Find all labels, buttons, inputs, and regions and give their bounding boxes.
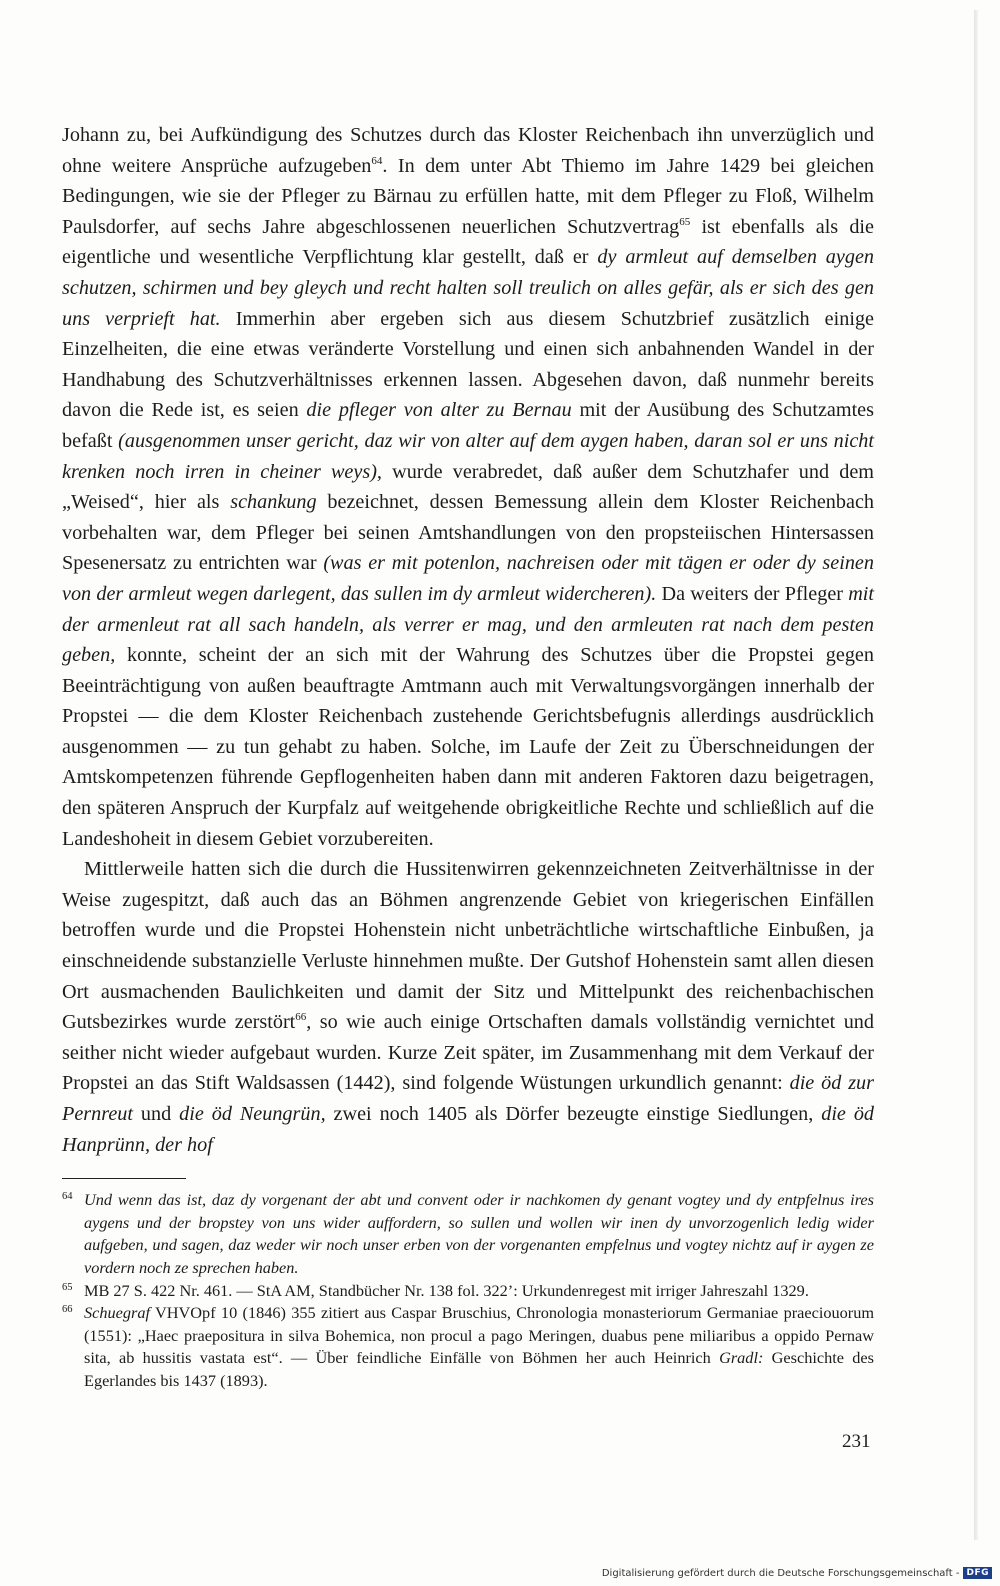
text-run: Mittlerweile hatten sich die durch die Hussitenwirren gekennzeichneten Zeitverhältnisse in der Weise zugespitzt, daß auch das an Böhmen angrenzende Gebiet von kriegerischen Einfällen betroffen wurde und die Propstei Hohenstein nicht unbeträchtliche wirtschaftliche Einbußen, ja einschneidende substanzielle Verluste hinnehmen mußte. Der Gutshof Hohenstein samt allen diesen Ort ausmachenden Baulichkeiten und damit der Sitz und Mittelpunkt des reichenbachischen Gutsbezirkes wurde zerstört (62, 858, 874, 1034)
footnote-number: 64 (62, 1191, 73, 1203)
dfg-credit (602, 1564, 992, 1582)
italic-run: (was er mit potenlon, nachreisen oder mit tägen er oder dy seinen von der armleut wegen darlegent, das sullen im dy armleut widercheren). (62, 552, 874, 605)
text-run: Geschichte des Egerlandes bis 1437 (1893). (84, 1348, 874, 1390)
text-run: , so wie auch einige Ortschaften damals vollständig vernichtet und seither nicht wieder aufgebaut wurden. Kurze Zeit später, im Zusammenhang mit dem Verkauf der Propstei an das Stift Waldsassen (1442), sind folgende Wüstungen urkundlich genannt: (62, 1011, 874, 1095)
text-run: konnte, scheint der an sich mit der Wahrung des Schutzes über die Propstei gegen Beeinträchtigung von außen beauftragte Amtmann auch mit Verwaltungsvorgängen innerhalb der Propstei — die dem Kloster Reichenbach zustehende Gerichtsbefugnis allerdings ausdrücklich ausgenommen — zu tun gehabt zu haben. Solche, im Laufe der Zeit zu Überschneidungen der Amtskompetenzen führende Gepflogenheiten haben dann mit anderen Faktoren dazu beigetragen, den späteren Anspruch der Kurpfalz auf weitgehende obrigkeitliche Rechte und schließlich auf die Landeshoheit in diesem Gebiet vorzubereiten. (62, 644, 874, 850)
text-run: und (133, 1103, 180, 1125)
text-run: VHVOpf 10 (1846) 355 zitiert aus Caspar Bruschius, Chronologia monasteriorum Germaniae praeciouorum (1551): „Haec praepositura in silva Bohemica, non procul a pago Meringen, duabus pene miliaribus a oppido Pernaw sita, ab hussitis vastata est“. — Über feindliche Einfälle von Böhmen her auch Heinrich (84, 1303, 874, 1368)
text-run: wurde verabredet, daß außer dem Schutzhafer und dem „Weised“, hier als (62, 460, 874, 514)
footnote-separator (62, 1178, 186, 1179)
italic-run: (ausgenommen unser gericht, daz wir von alter auf dem aygen haben, daran sol er uns nicht krenken noch irren in cheiner weys), (62, 429, 874, 483)
footnote-number: 65 (62, 1281, 73, 1293)
dfg-logo: DFG (963, 1567, 992, 1579)
italic-run: die öd zur Pernreut (62, 1072, 875, 1125)
italic-run: mit der armenleut rat all sach handeln, als verrer er mag, und den armleuten rat nach dem pesten geben, (62, 582, 874, 667)
paragraph-2 (62, 854, 874, 1160)
italic-run: dy armleut auf demselben aygen schutzen, schirmen und bey gleych und recht halten soll treulich on alles gefär, als er sich des gen uns verprieft hat. (62, 246, 874, 330)
text-run: bezeichnet, dessen Bemessung allein dem Kloster Reichenbach vorbehalten war, dem Pfleger bei seinen Amtshandlungen von den propsteiischen Hintersassen Spesenersatz zu entrichten war (62, 491, 874, 575)
italic-run: die pfleger von alter zu Bernau (306, 399, 572, 422)
text-run: MB 27 S. 422 Nr. 461. — StA AM, Standbücher Nr. 138 fol. 322’: Urkundenregest mit irriger Jahreszahl 1329. (84, 1280, 809, 1300)
book-page (62, 120, 874, 1393)
text-run: mit der Ausübung des Schutzamtes befaßt (62, 399, 874, 452)
italic-run: Schuegraf (84, 1303, 151, 1323)
text-run: Immerhin aber ergeben sich aus diesem Schutzbrief zusätzlich einige Einzelheiten, die eine etwas veränderte Vorstellung und einen sich anbahnenden Wandel in der Handhabung des Schutzverhältnisses erkennen lassen. Abgesehen davon, daß nunmehr bereits davon die Rede ist, es seien (62, 307, 874, 422)
text-run: Da weiters der Pfleger (656, 582, 849, 605)
italic-run: die öd Neungrün, (179, 1103, 326, 1125)
text-run: Johann zu, bei Aufkündigung des Schutzes durch das Kloster Reichenbach ihn unverzüglich und ohne weitere Ansprüche aufzugeben (62, 124, 874, 177)
text-run: zwei noch 1405 als Dörfer bezeugte einstige Siedlungen, (325, 1103, 822, 1125)
scan-page-edge (974, 10, 978, 1540)
italic-run: schankung (230, 491, 317, 514)
dfg-credit-text: Digitalisierung gefördert durch die Deutsche Forschungsgemeinschaft - (601, 1567, 960, 1579)
footnote-64 (62, 1189, 874, 1279)
italic-run: Gradl: (719, 1348, 764, 1368)
text-run: ist ebenfalls als die eigentliche und wesentliche Verpflichtung klar gestellt, daß er (62, 215, 874, 269)
footnote-text (84, 1280, 874, 1303)
main-text (62, 120, 874, 1160)
footnotes (62, 1189, 874, 1392)
footnote-ref: 66 (295, 1011, 307, 1024)
italic-run: die öd Hanprünn, der hof (62, 1103, 875, 1156)
italic-run: Und wenn das ist, daz dy vorgenant der abt und convent oder ir nachkomen dy genant vogtey und dy entpfelnus ires aygens und der bropstey von uns wider auffordern, so sullen und wollen wir inen dy unvorzogenlich ledig wider aufgeben, und sagen, daz weder wir noch unser erben von der vorgenanten empfelnus und vogtey nichtz auf ir aygen ze vordern noch ze sprechen haben. (84, 1190, 874, 1277)
footnote-number: 66 (62, 1304, 73, 1316)
footnote-65 (62, 1280, 874, 1303)
footnote-ref: 65 (679, 215, 691, 228)
footnote-ref: 64 (371, 154, 383, 167)
paragraph-1 (62, 120, 874, 854)
footnote-text (84, 1189, 874, 1279)
footnote-text (84, 1302, 874, 1392)
text-run: . In dem unter Abt Thiemo im Jahre 1429 bei gleichen Bedingungen, wie sie der Pfleger zu Bärnau zu erfüllen hatte, mit dem Pfleger zu Floß, Wilhelm Paulsdorfer, auf sechs Jahre abgeschlossenen neuerlichen Schutzvertrag (62, 154, 874, 238)
footnote-66 (62, 1302, 874, 1392)
page-number: 231 (842, 1431, 871, 1452)
